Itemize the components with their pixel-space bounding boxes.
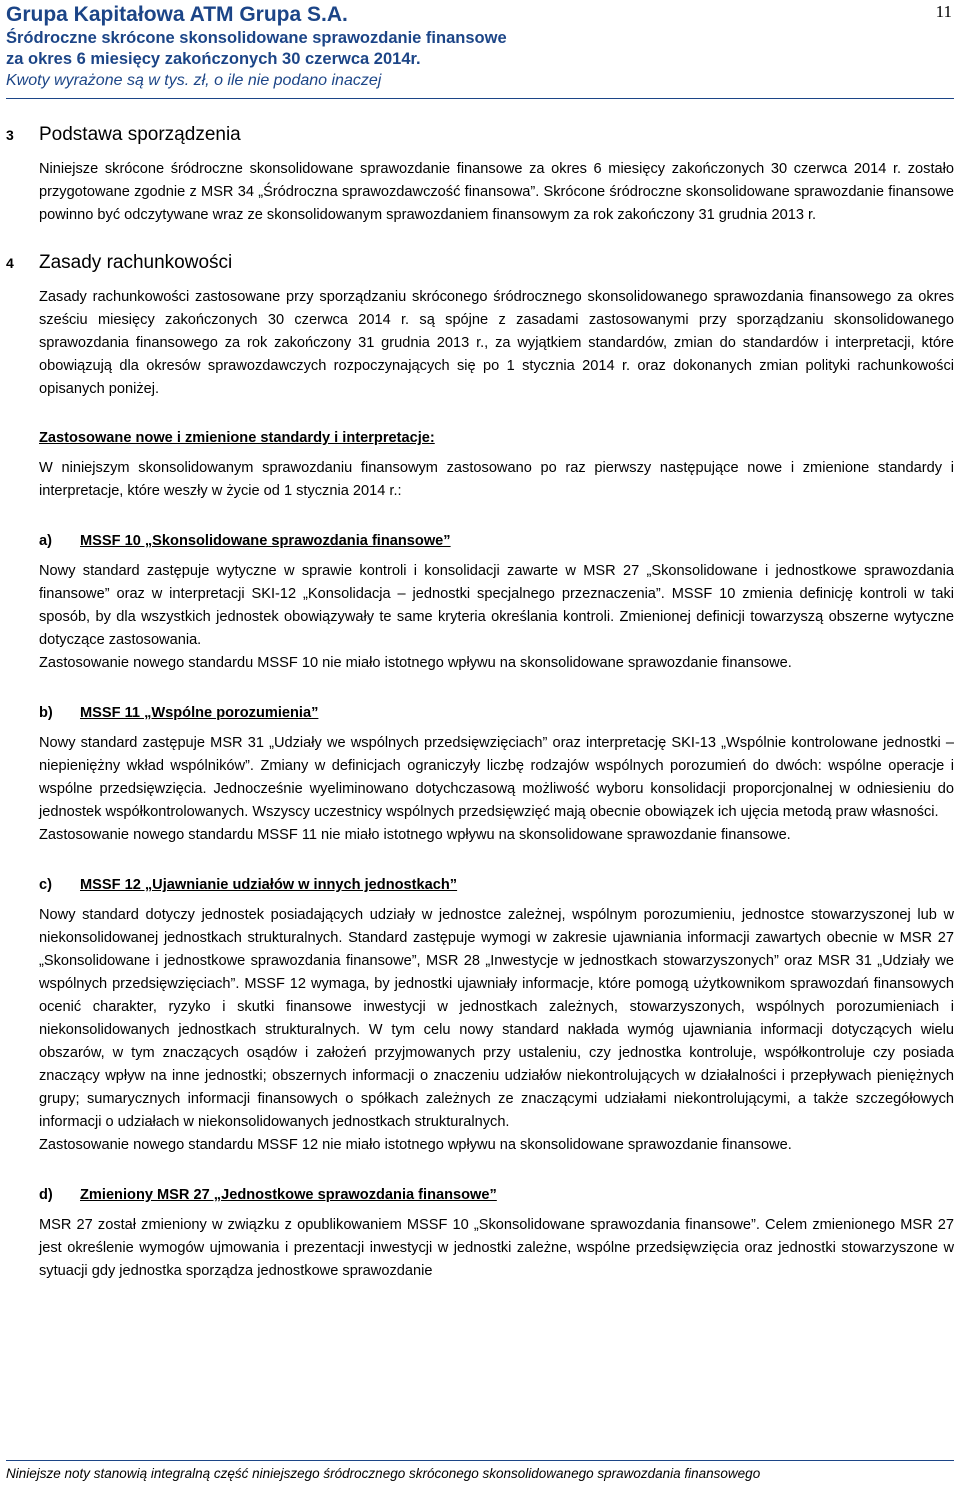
page-footer: Niniejsze noty stanowią integralną część niniejszego śródrocznego skróconego skonsolidowanego sprawozdania finansowego [6, 1466, 761, 1481]
document-body [6, 120, 954, 1283]
section-number: 3 [6, 127, 14, 143]
standard-title: MSSF 12 „Ujawnianie udziałów w innych jednostkach” [80, 877, 458, 893]
section-title: Zasady rachunkowości [39, 252, 233, 273]
section-title: Podstawa sporządzenia [39, 124, 241, 145]
standard-letter: c) [39, 877, 52, 893]
section-4-text: Zasady rachunkowości zastosowane przy sporządzaniu skróconego śródrocznego skonsolidowanego sprawozdania finansowego za okres sześciu miesięcy zakończonych 30 czerwca 2014 r. są spójne z zasadami zastosowanymi przy sporządzaniu skonsolidowanego sprawozdania finansowego za rok zakończony 31 grudnia 2013 r., za wyjątkiem standardów, zmian do standardów i interpretacji, które obowiązują dla okresów sprawozdawczych rozpoczynających się po 1 stycznia 2014 r. oraz dokonanych zmian polityki rachunkowości opisanych poniżej. [39, 289, 954, 397]
standard-c-heading [39, 874, 954, 896]
header-divider [6, 98, 954, 99]
amounts-note: Kwoty wyrażone są w tys. zł, o ile nie podano inaczej [6, 72, 382, 89]
standard-d-heading [39, 1184, 954, 1206]
standard-title: MSSF 11 „Wspólne porozumienia” [80, 705, 319, 721]
standard-letter: d) [39, 1187, 53, 1203]
report-period: za okres 6 miesięcy zakończonych 30 czerwca 2014r. [6, 50, 421, 68]
page-header [6, 0, 954, 92]
standard-b-heading [39, 702, 954, 724]
new-standards-heading: Zastosowane nowe i zmienione standardy i interpretacje: [39, 430, 435, 446]
standard-title: Zmieniony MSR 27 „Jednostkowe sprawozdania finansowe” [80, 1187, 497, 1203]
standard-b-conclusion: Zastosowanie nowego standardu MSSF 11 nie miało istotnego wpływu na skonsolidowane sprawozdanie finansowe. [39, 827, 791, 843]
standard-c-conclusion: Zastosowanie nowego standardu MSSF 12 nie miało istotnego wpływu na skonsolidowane sprawozdanie finansowe. [39, 1137, 792, 1153]
standard-letter: b) [39, 705, 53, 721]
standard-a-text: Nowy standard zastępuje wytyczne w sprawie kontroli i konsolidacji zawarte w MSR 27 „Skonsolidowane i jednostkowe sprawozdania finansowe” oraz w interpretacji SKI-12 „Konsolidacja – jednostki specjalnego przeznaczenia”. MSSF 10 zmienia definicję kontroli w taki sposób, by dla wszystkich jednostek obowiązywały te same kryteria określania kontroli. Zmienionej definicji towarzyszą obszerne wytyczne dotyczące zastosowania. [39, 563, 954, 648]
standard-a-conclusion: Zastosowanie nowego standardu MSSF 10 nie miało istotnego wpływu na skonsolidowane sprawozdanie finansowe. [39, 655, 792, 671]
company-name: Grupa Kapitałowa ATM Grupa S.A. [6, 3, 348, 26]
page-number: 11 [935, 2, 952, 21]
report-title: Śródroczne skrócone skonsolidowane sprawozdanie finansowe [6, 29, 507, 47]
standard-d-text: MSR 27 został zmieniony w związku z opublikowaniem MSSF 10 „Skonsolidowane sprawozdania finansowe”. Celem zmienionego MSR 27 jest określenie wymogów ujmowania i prezentacji inwestycji w jednostki zależne, wspólne przedsięwzięcia oraz jednostki stowarzyszone w sytuacji gdy jednostka sporządza jednostkowe sprawozdanie [39, 1217, 954, 1279]
standard-letter: a) [39, 533, 52, 549]
section-number: 4 [6, 255, 14, 271]
standard-title: MSSF 10 „Skonsolidowane sprawozdania finansowe” [80, 533, 451, 549]
standard-b-text: Nowy standard zastępuje MSR 31 „Udziały we wspólnych przedsięwzięciach” oraz interpretację SKI-13 „Wspólnie kontrolowane jednostki – niepieniężny wkład wspólników”. Zmiany w definicjach ograniczyły liczbę rodzajów wspólnych porozumień do dwóch: wspólne operacje i wspólne przedsięwzięcia. Jednocześnie wyeliminowano dotychczasową możliwość wyboru konsolidacji proporcjonalnej w odniesieniu do jednostek współkontrolowanych. Wszyscy uczestnicy wspólnych przedsięwzięć mają obecnie obowiązek ich ujęcia metodą praw własności. [39, 735, 954, 820]
standard-a-heading [39, 530, 954, 552]
section-4-heading [6, 250, 954, 276]
standard-c-text: Nowy standard dotyczy jednostek posiadających udziały w jednostce zależnej, wspólnym porozumieniu, jednostce stowarzyszonej lub w niekonsolidowanej jednostkach strukturalnych. Standard zastępuje wymogi w zakresie ujawniania informacji zawartych obecnie w MSR 27 „Skonsolidowane i jednostkowe sprawozdania finansowe”, MSR 28 „Inwestycje w jednostkach stowarzyszonych” oraz MSR 31 „Udziały we wspólnych przedsięwzięciach”. MSSF 12 wymaga, by jednostki ujawniały informacje, które pomogą użytkownikom sprawozdań finansowych ocenić charakter, ryzyko i skutki finansowe inwestycji w jednostkach zależnych, stowarzyszonych, wspólnych porozumieniach i niekonsolidowanych jednostkach strukturalnych. W tym celu nowy standard nakłada wymóg ujawniania informacji dotyczących wielu obszarów, w tym znaczących osądów i założeń przyjmowanych przy ustaleniu, czy jednostka kontroluje, współkontroluje czy posiada znaczący wpływ na inne jednostki; obszernych informacji o znaczeniu udziałów niekontrolujących w działalności i przepływach pieniężnych grupy; sumarycznych informacji finansowych o spółkach zależnych ze znaczącymi udziałami niekontrolującymi, a także szczegółowych informacji o udziałach w niekonsolidowanych jednostkach strukturalnych. [39, 907, 954, 1130]
footer-divider [6, 1460, 954, 1461]
new-standards-intro: W niniejszym skonsolidowanym sprawozdaniu finansowym zastosowano po raz pierwszy następujące nowe i zmienione standardy i interpretacje, które weszły w życie od 1 stycznia 2014 r.: [39, 460, 954, 499]
section-3-text: Niniejsze skrócone śródroczne skonsolidowane sprawozdanie finansowe za okres 6 miesięcy zakończonych 30 czerwca 2014 r. zostało przygotowane zgodnie z MSR 34 „Śródroczna sprawozdawczość finansowa”. Skrócone śródroczne skonsolidowane sprawozdanie finansowe powinno być odczytywane wraz ze skonsolidowanym sprawozdaniem finansowym za rok zakończony 31 grudnia 2013 r. [39, 161, 954, 223]
section-3-heading [6, 122, 954, 148]
